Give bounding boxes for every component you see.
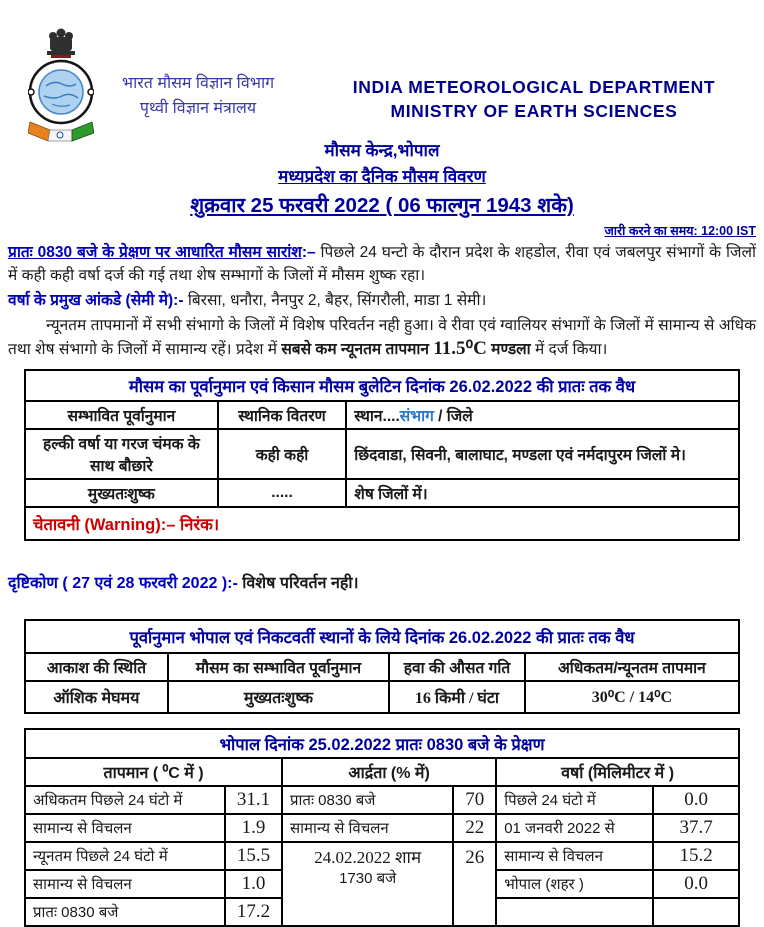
- bulletin-titles: [0, 138, 764, 219]
- rain-value: 0.0: [653, 870, 739, 898]
- temp-value: 1.0: [225, 870, 282, 898]
- col-header-places: [346, 401, 739, 429]
- weather-summary-paragraph: [8, 241, 756, 287]
- rain-label: 01 जनवरी 2022 से: [496, 814, 653, 842]
- table-row: [25, 814, 739, 842]
- col-header-wind: हवा की औसत गति: [389, 653, 525, 681]
- table-row: [25, 786, 739, 814]
- table-row: [25, 758, 739, 786]
- centre-name: मौसम केन्द्र,भोपाल: [324, 141, 440, 160]
- bhopal-observation-table: [24, 728, 740, 927]
- rain-value: 15.2: [653, 842, 739, 870]
- min-temp-text-end: में दर्ज किया।: [530, 341, 608, 358]
- rainfall-figures-line: [8, 289, 756, 312]
- table-row: [25, 729, 739, 758]
- rain-value: 0.0: [653, 786, 739, 814]
- table-row: [25, 479, 739, 507]
- humidity-evening-label: [282, 842, 453, 926]
- imd-emblem-icon: [28, 28, 94, 142]
- dept-english-line1: INDIA METEOROLOGICAL DEPARTMENT: [352, 77, 716, 97]
- temp-value: 17.2: [225, 898, 282, 926]
- cell-forecast: मुख्यतःशुष्क: [168, 681, 389, 713]
- group-header-temperature: तापमान ( ⁰C में ): [25, 758, 282, 786]
- summary-body: पिछले 24 घन्टो के दौरान प्रदेश के शहडोल, रीवा एवं जबलपुर संभागों के जिलों में कही कही वर्षा दर्ज की गई तथा शेष सम्भागों के जिलों में मौसम शुष्क रहा।: [8, 244, 756, 284]
- cell-max-min-temp: 30⁰C / 14⁰C: [525, 681, 739, 713]
- min-temp-value: 11.5⁰C: [433, 338, 487, 359]
- forecast-farmer-bulletin-table: [24, 369, 740, 541]
- rain-label: सामान्य से विचलन: [496, 842, 653, 870]
- rain-label: पिछले 24 घंटो में: [496, 786, 653, 814]
- warning-row: चेतावनी (Warning):– निरंक।: [25, 507, 739, 540]
- observation-table-title: भोपाल दिनांक 25.02.2022 प्रातः 0830 बजे के प्रेक्षण: [25, 729, 739, 758]
- humidity-label: सामान्य से विचलन: [282, 814, 453, 842]
- place-suffix: / जिले: [433, 408, 473, 425]
- outlook-text: विशेष परिवर्तन नही।: [237, 575, 359, 592]
- col-header-distribution: स्थानिक वितरण: [218, 401, 347, 429]
- humidity-evening-date: 24.02.2022 शाम: [314, 848, 422, 867]
- temp-value: 31.1: [225, 786, 282, 814]
- humidity-evening-value: 26: [453, 842, 496, 926]
- ashoka-lions-icon: [47, 29, 75, 59]
- col-header-max-min-temp: अधिकतम/न्यूनतम तापमान: [525, 653, 739, 681]
- cell-distribution: कही कही: [218, 429, 347, 479]
- min-temp-bold2: मण्डला: [486, 341, 531, 358]
- cell-forecast: हल्की वर्षा या गरज चंमक के साथ बौछारे: [25, 429, 218, 479]
- cell-sky-condition: ऑशिक मेघमय: [25, 681, 168, 713]
- department-name-english: [312, 76, 756, 123]
- ministry-hindi-line2: पृथ्वी विज्ञान मंत्रालय: [139, 99, 257, 117]
- table-row: [25, 681, 739, 713]
- bhopal-forecast-title: पूर्वानुमान भोपाल एवं निकटवर्ती स्थानों के लिये दिनांक 26.02.2022 की प्रातः तक वैध: [25, 620, 739, 653]
- temp-value: 15.5: [225, 842, 282, 870]
- humidity-value: 70: [453, 786, 496, 814]
- table-row: [25, 507, 739, 540]
- tricolor-ribbon-icon: [28, 122, 94, 141]
- place-prefix: स्थान....: [354, 408, 400, 425]
- temp-label: अधिकतम पिछले 24 घंटो में: [25, 786, 225, 814]
- bulletin-title: मध्यप्रदेश का दैनिक मौसम विवरण: [278, 167, 486, 186]
- temp-label: सामान्य से विचलन: [25, 870, 225, 898]
- outlook-line: [8, 571, 756, 593]
- temp-label: प्रातः 0830 बजे: [25, 898, 225, 926]
- bhopal-forecast-table: [24, 619, 740, 714]
- group-header-humidity: आर्द्रता (% में): [282, 758, 496, 786]
- dept-english-line2: MINISTRY OF EARTH SCIENCES: [390, 100, 678, 121]
- humidity-evening-time: 1730 बजे: [339, 870, 397, 887]
- temp-label: सामान्य से विचलन: [25, 814, 225, 842]
- cell-wind-speed: 16 किमी / घंटा: [389, 681, 525, 713]
- rain-value-empty: [653, 898, 739, 926]
- bulletin-date: शुक्रवार 25 फरवरी 2022 ( 06 फाल्गुन 1943 शके): [190, 194, 574, 217]
- summary-heading: प्रातः 0830 बजे के प्रेक्षण पर आधारित मौसम सारांश: [8, 244, 302, 261]
- cell-forecast: मुख्यतःशुष्क: [25, 479, 218, 507]
- humidity-value: 22: [453, 814, 496, 842]
- table-row: [25, 370, 739, 401]
- rainfall-body: बिरसा, धनौरा, नैनपुर 2, बैहर, सिंगरौली, माडा 1 सेमी।: [183, 292, 487, 309]
- cell-distribution: .....: [218, 479, 347, 507]
- temp-label: न्यूनतम पिछले 24 घंटो में: [25, 842, 225, 870]
- issue-time: जारी करने का समय: 12:00 IST: [604, 224, 756, 238]
- ministry-name-hindi: [92, 72, 304, 122]
- temp-value: 1.9: [225, 814, 282, 842]
- humidity-label: प्रातः 0830 बजे: [282, 786, 453, 814]
- group-header-rainfall: वर्षा (मिलिमीटर में ): [496, 758, 739, 786]
- table-row: [25, 401, 739, 429]
- rain-value: 37.7: [653, 814, 739, 842]
- forecast-table-title: मौसम का पूर्वानुमान एवं किसान मौसम बुलेटिन दिनांक 26.02.2022 की प्रातः तक वैध: [25, 370, 739, 401]
- cell-places: छिंदवाडा, सिवनी, बालाघाट, मण्डला एवं नर्मदापुरम जिलों मे।: [346, 429, 739, 479]
- place-highlight: संभाग: [399, 408, 434, 425]
- col-header-forecast: मौसम का सम्भावित पूर्वानुमान: [168, 653, 389, 681]
- outlook-heading: दृष्टिकोण ( 27 एवं 28 फरवरी 2022 ):-: [8, 575, 238, 592]
- rain-label: भोपाल (शहर ): [496, 870, 653, 898]
- table-row: [25, 842, 739, 870]
- col-header-forecast: सम्भावित पूर्वानुमान: [25, 401, 218, 429]
- table-row: [25, 429, 739, 479]
- rain-label-empty: [496, 898, 653, 926]
- summary-heading-separator: :–: [301, 244, 321, 261]
- min-temp-bold1: सबसे कम न्यूनतम तापमान: [281, 341, 434, 358]
- globe-ring-icon: [28, 61, 94, 123]
- table-row: [25, 620, 739, 653]
- cell-places: शेष जिलों में।: [346, 479, 739, 507]
- table-row: [25, 653, 739, 681]
- col-header-sky: आकाश की स्थिति: [25, 653, 168, 681]
- min-temp-text-start: न्यूनतम तापमानों में सभी संभागो के जिलों में विशेष परिवर्तन नही हुआ। वे रीवा एवं ग्वालियर संभागों के जिलों में सामान्य से अधिक तथा शेष संभागो के जिलों में सामान्य रहें। प्रदेश में: [8, 317, 756, 358]
- rainfall-heading: वर्षा के प्रमुख आंकडे (सेमी मे):-: [8, 292, 184, 309]
- ministry-hindi-line1: भारत मौसम विज्ञान विभाग: [121, 75, 275, 92]
- min-temp-paragraph: [8, 314, 756, 361]
- document-header: [0, 0, 764, 142]
